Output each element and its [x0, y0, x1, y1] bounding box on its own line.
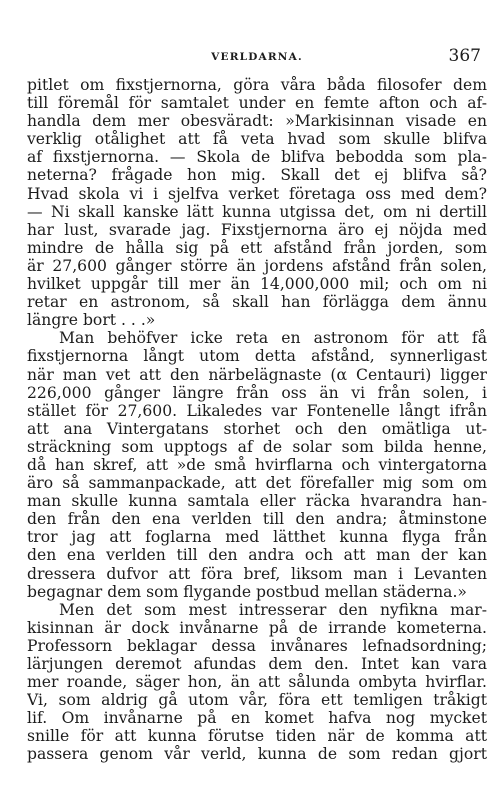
text-line: lärjungen deremot afundas dem den. Intet kan vara [27, 655, 487, 673]
text-line: den från den ena verlden till den andra; åtminstone [27, 510, 487, 529]
text-line: pitlet om fixstjernorna, göra våra båda filosofer dem [27, 76, 487, 94]
text-line: tror jag att foglarna med lätthet kunna flyga från [27, 528, 487, 547]
text-line: till föremål för samtalet under en femte afton och af- [27, 94, 487, 113]
text-line: begagnar dem som flygande postbud mellan städerna.» [27, 582, 467, 601]
text-line: fixstjernorna långt utom detta afstånd, synnerligast [27, 347, 487, 366]
text-line: Hvad skola vi i sjelfva verket företaga oss med dem? [27, 184, 487, 203]
text-line: neterna? frågade hon mig. Skall det ej blifva så? [27, 166, 487, 185]
page-header [27, 46, 487, 68]
text-line: Men det som mest intresserar den nyfikna mar- [59, 600, 487, 619]
text-line: Man behöfver icke reta en astronom för att få [59, 329, 487, 348]
text-line: verklig otålighet att få veta hvad som skulle blifva [27, 130, 487, 149]
text-line: mer roande, säger hon, än att sålunda ombyta hvirflar. [27, 673, 487, 692]
text-line: har lust, svarade jag. Fixstjernorna äro ej nöjda med [27, 220, 487, 239]
text-line: äro så sammanpackade, att det förefaller mig som om [27, 474, 487, 493]
text-line: 226,000 gånger längre från oss än vi från solen, i [27, 383, 487, 402]
text-line: man skulle kunna samtala eller räcka hvarandra han- [27, 492, 487, 511]
text-line: när man vet att den närbelägnaste (α Centauri) ligger [27, 365, 487, 384]
text-line: kisinnan är dock invånarne på de irrande kometerna. [27, 618, 487, 637]
text-line: hvilket uppgår till mer än 14,000,000 mil; och om ni [27, 275, 487, 294]
text-line: att ana Vintergatans storhet och den omätliga ut- [27, 419, 487, 438]
text-line: — Ni skall kanske lätt kunna utgissa det, om ni dertill [27, 202, 487, 221]
text-line: handla dem mer obesväradt: »Markisinnan visade en [27, 112, 487, 131]
text-line: stället för 27,600. Likaledes var Fontenelle långt ifrån [27, 401, 487, 420]
body-text [27, 76, 487, 764]
text-line: snille för att kunna förutse tiden när de komma att [27, 727, 487, 746]
text-line: sträckning som upptogs af de solar som bilda henne, [27, 437, 487, 456]
text-line: passera genom vår verld, kunna de som redan gjort [27, 745, 487, 764]
text-line: Professorn beklagar dessa invånares lefnadsordning; [27, 636, 487, 655]
text-line: längre bort . . .» [27, 311, 156, 330]
text-line: Vi, som aldrig gå utom vår, föra ett temligen tråkigt [27, 691, 487, 710]
text-line: mindre de hålla sig på ett afstånd från jorden, som [27, 238, 487, 257]
text-line: den ena verlden till den andra och att man der kan [27, 546, 487, 565]
running-head: VERLDARNA. [211, 51, 303, 63]
text-line: dressera dufvor att föra bref, liksom man i Levanten [27, 564, 487, 583]
page-number: 367 [448, 46, 481, 66]
text-line: retar en astronom, så skall han förlägga dem ännu [27, 293, 487, 312]
text-line: är 27,600 gånger större än jordens afstånd från solen, [27, 256, 487, 275]
text-line: lif. Om invånarne på en komet hafva nog mycket [27, 709, 487, 728]
text-line: af fixstjernorna. — Skola de blifva bebodda som pla- [27, 148, 487, 167]
text-line: då han skref, att »de små hvirflarna och vintergatorna [27, 455, 487, 474]
